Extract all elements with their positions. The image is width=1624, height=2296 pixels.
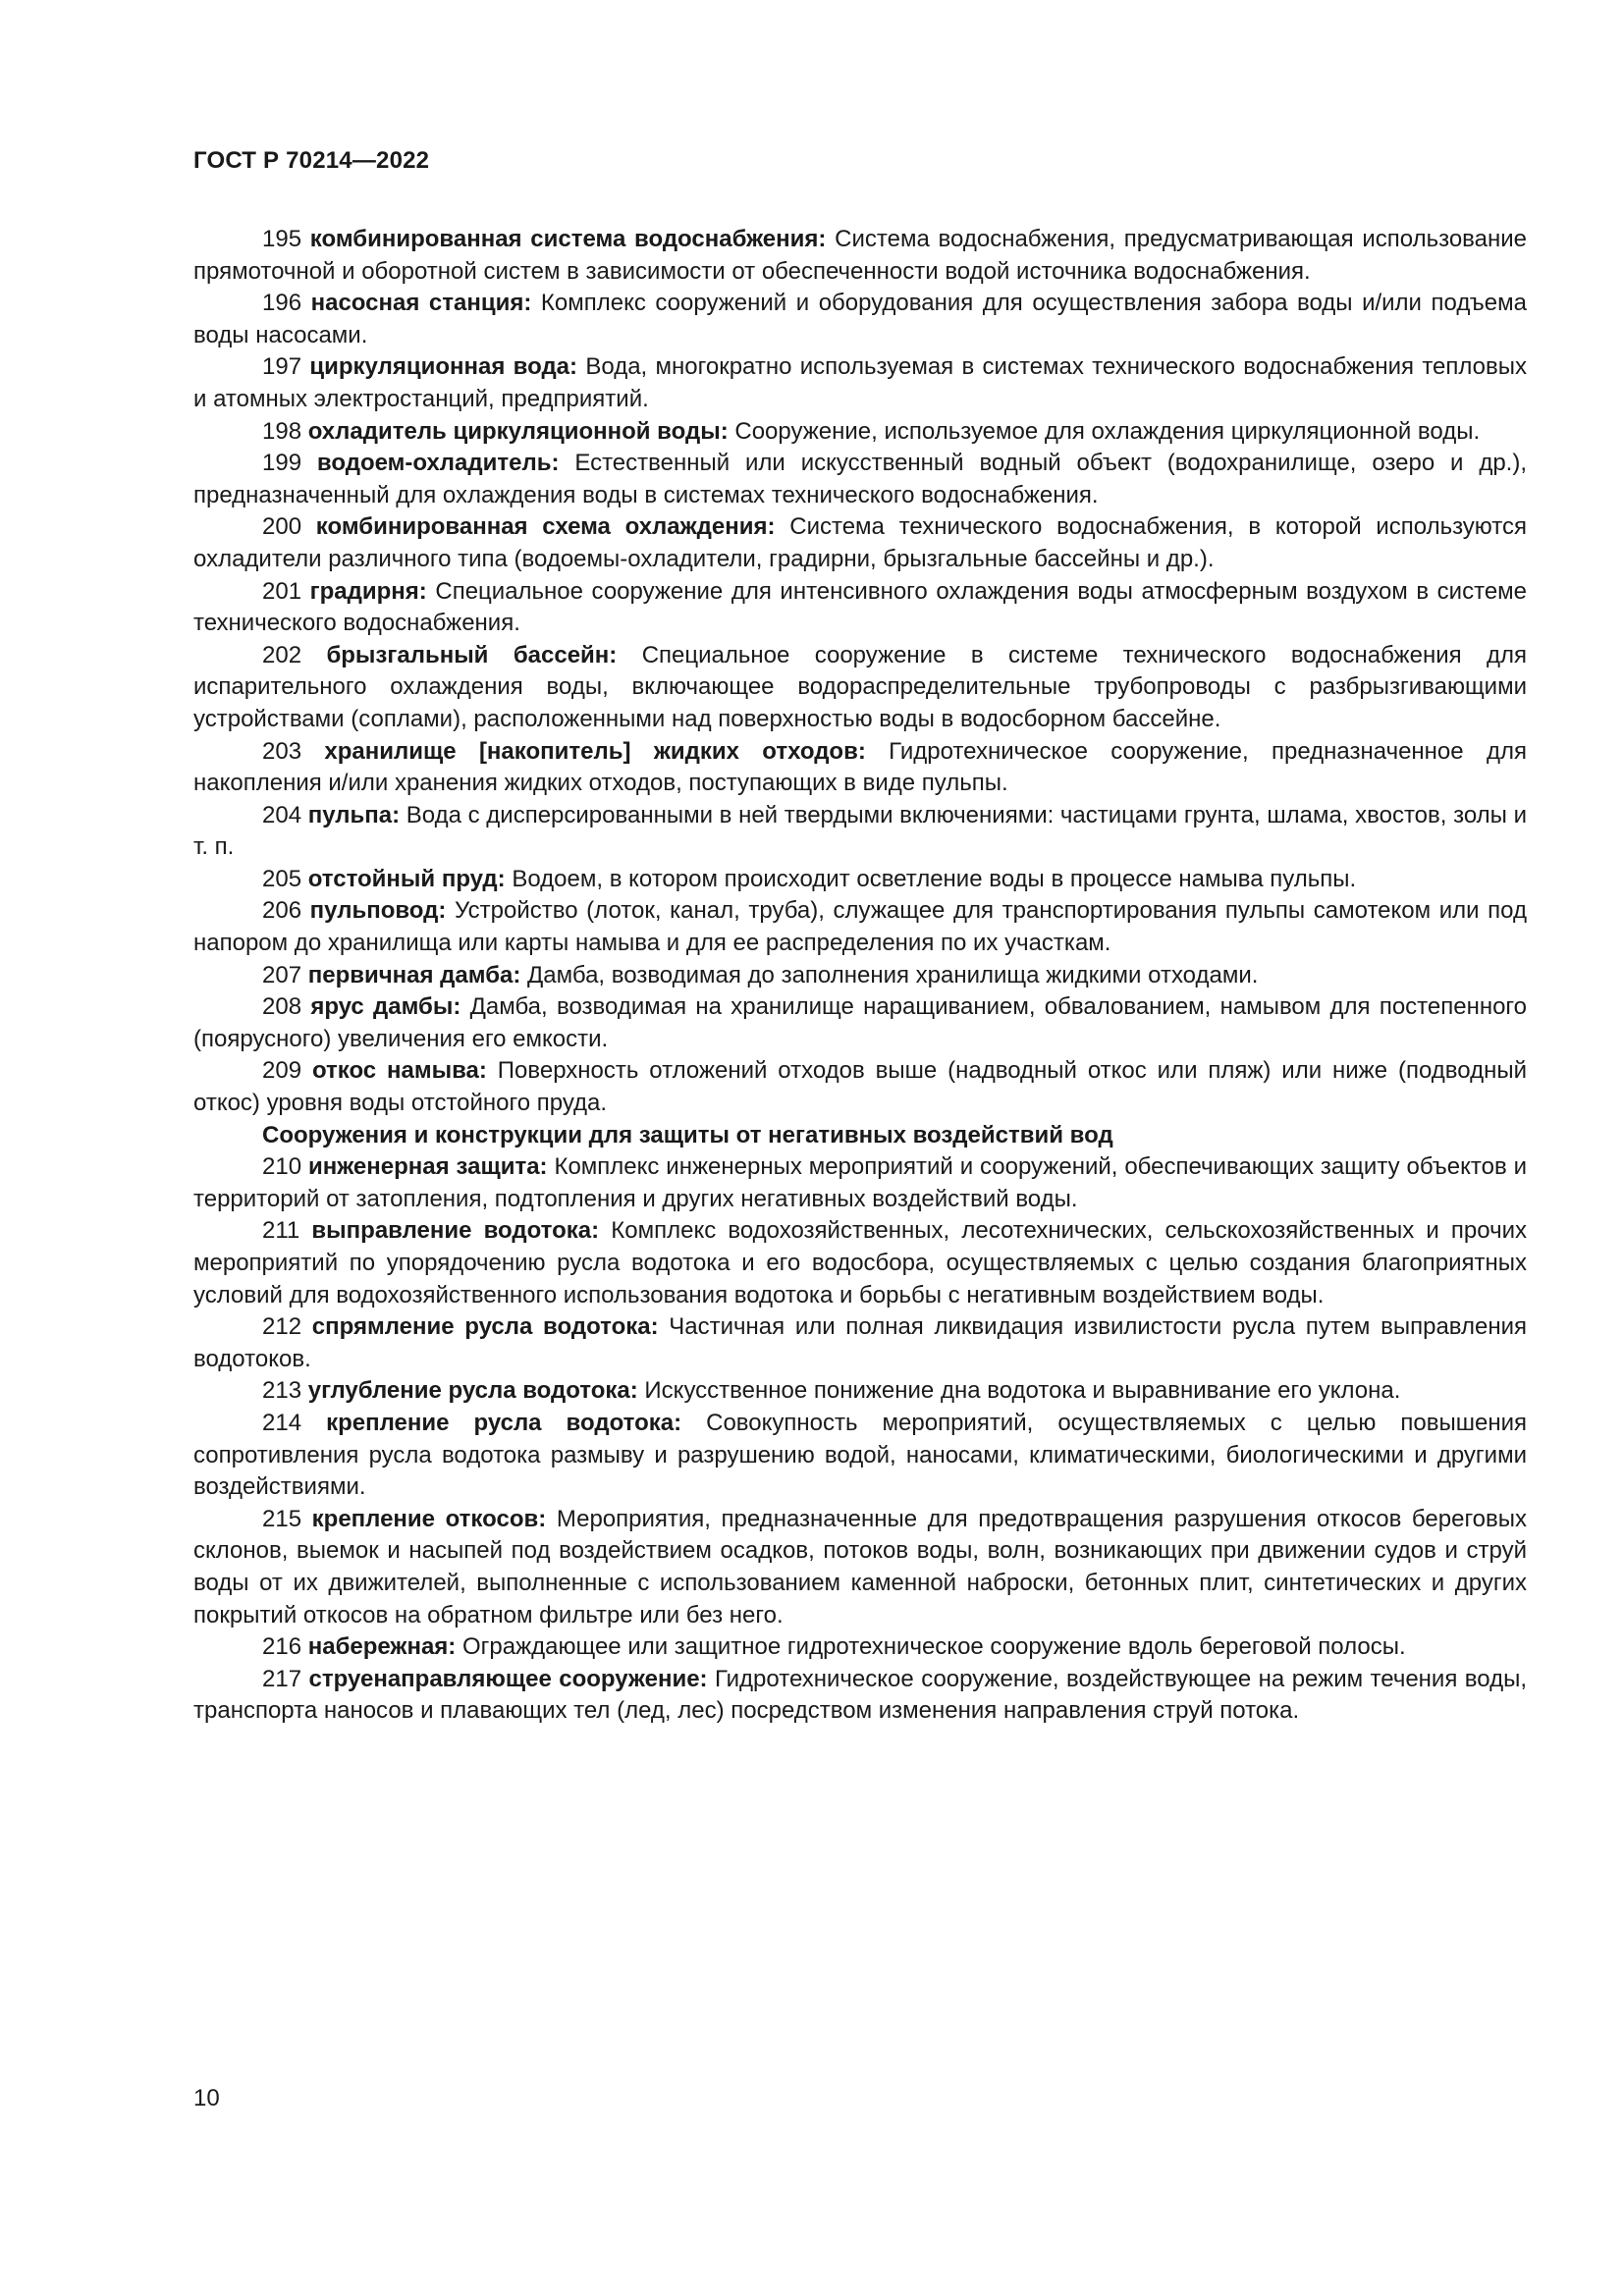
term-number: 203 [262, 737, 302, 765]
term-definition: Комплекс сооружений и оборудования для осуществления забора воды и/или подъема воды насосами. [193, 290, 1528, 348]
term-definition: Вода с дисперсированными в ней твердыми включениями: частицами грунта, шлама, хвостов, золы и т. п. [193, 801, 1527, 861]
term-name: откос намыва: [311, 1057, 487, 1085]
term-number: 212 [262, 1313, 302, 1341]
term-name: градирня: [309, 577, 427, 605]
term-name: брызгальный бассейн: [326, 641, 618, 668]
term-name: набережная: [307, 1633, 457, 1661]
term-entry-195 [193, 224, 1527, 288]
term-name: комбинированная схема охлаждения: [315, 513, 776, 541]
term-definition: Водоем, в котором происходит осветление воды в процессе намыва пульпы. [512, 865, 1357, 892]
term-number: 217 [262, 1665, 302, 1692]
term-entry-204 [193, 800, 1527, 864]
term-name: насосная станция: [310, 290, 532, 317]
page-number: 10 [193, 2085, 220, 2111]
term-number: 211 [262, 1217, 300, 1245]
term-definition: Вода, многократно используемая в системах технического водоснабжения тепловых и атомных электростанций, предприятий. [193, 353, 1528, 412]
term-definition: Система технического водоснабжения, в которой используются охладители различного типа (водоемы-охладители, градирни, брызгальные бассейны и др.). [193, 513, 1527, 572]
term-number: 205 [262, 865, 302, 892]
term-number: 214 [262, 1409, 302, 1436]
term-name: ярус дамбы: [310, 993, 461, 1021]
term-name: циркуляционная вода: [309, 353, 578, 381]
term-entry-208 [193, 991, 1527, 1055]
term-number: 215 [262, 1505, 302, 1532]
term-definition: Устройство (лоток, канал, труба), служащее для транспортирования пульпы самотеком или под напором до хранилища или карты намыва и для ее распределения по их участкам. [193, 897, 1528, 957]
term-entry-217 [193, 1664, 1527, 1728]
document-body [193, 224, 1527, 1728]
term-name: выправление водотока: [311, 1217, 600, 1245]
term-entry-210 [193, 1151, 1527, 1215]
term-name: комбинированная система водоснабжения: [309, 226, 827, 252]
term-definition: Дамба, возводимая на хранилище наращиванием, обвалованием, намывом для постепенного (поярусного) увеличения его емкости. [193, 993, 1528, 1052]
term-definition: Естественный или искусственный водный объект (водохранилище, озеро и др.), предназначенный для охлаждения воды в системах технического водоснабжения. [193, 450, 1527, 508]
term-definition: Ограждающее или защитное гидротехническое сооружение вдоль береговой полосы. [461, 1633, 1406, 1661]
term-number: 213 [262, 1377, 302, 1405]
term-number: 204 [262, 801, 302, 828]
term-entry-201 [193, 576, 1527, 640]
term-list-part2 [193, 1151, 1527, 1728]
term-definition: Искусственное понижение дна водотока и выравнивание его уклона. [644, 1377, 1401, 1405]
term-number: 208 [262, 993, 302, 1021]
term-number: 199 [262, 450, 302, 477]
term-name: струенаправляющее сооружение: [308, 1665, 708, 1692]
term-number: 201 [262, 577, 302, 605]
term-definition: Гидротехническое сооружение, воздействующее на режим течения воды, транспорта наносов и плавающих тел (лед, лес) посредством изменения направления струй потока. [193, 1665, 1527, 1725]
document-header: ГОСТ Р 70214—2022 [193, 147, 430, 174]
term-number: 197 [262, 353, 302, 381]
term-entry-209 [193, 1055, 1527, 1119]
term-name: спрямление русла водотока: [311, 1313, 659, 1341]
term-name: водоем-охладитель: [316, 450, 560, 477]
term-definition: Совокупность мероприятий, осуществляемых с целью повышения сопротивления русла водотока размыву и разрушению водой, наносами, климатическими, биологическими и другими воздействиями. [193, 1409, 1527, 1501]
term-definition: Дамба, возводимая до заполнения хранилища жидкими отходами. [527, 961, 1259, 988]
term-definition: Сооружение, используемое для охлаждения циркуляционной воды. [734, 417, 1481, 445]
term-name: охладитель циркуляционной воды: [307, 417, 729, 445]
term-entry-197 [193, 351, 1527, 415]
term-number: 216 [262, 1633, 302, 1661]
term-name: пульпа: [307, 801, 401, 828]
term-entry-199 [193, 448, 1527, 511]
term-definition: Частичная или полная ликвидация извилистости русла путем выправления водотоков. [193, 1313, 1528, 1372]
section-heading: Сооружения и конструкции для защиты от негативных воздействий вод [262, 1121, 1113, 1148]
term-name: пульповод: [309, 897, 447, 925]
term-list-part1 [193, 224, 1527, 1120]
term-number: 202 [262, 641, 302, 668]
term-name: углубление русла водотока: [307, 1377, 638, 1405]
term-definition: Мероприятия, предназначенные для предотвращения разрушения откосов береговых склонов, выемок и насыпей под воздействием осадков, потоков воды, волн, возникающих при движении судов и струй воды от их движителей, выполненные с использованием каменной наброски, бетонных плит, синтетических и других покрытий откосов на обратном фильтре или без него. [193, 1505, 1528, 1629]
term-entry-207 [193, 960, 1527, 992]
term-name: инженерная защита: [307, 1153, 548, 1181]
term-entry-206 [193, 895, 1527, 959]
term-number: 210 [262, 1153, 302, 1181]
term-entry-211 [193, 1215, 1527, 1311]
term-definition: Комплекс инженерных мероприятий и сооружений, обеспечивающих защиту объектов и территорий от затопления, подтопления и других негативных воздействий воды. [193, 1153, 1528, 1212]
term-name: хранилище [накопитель] жидких отходов: [324, 737, 866, 765]
term-definition: Система водоснабжения, предусматривающая использование прямоточной и оборотной систем в зависимости от обеспеченности водой источника водоснабжения. [193, 226, 1528, 285]
term-entry-215 [193, 1504, 1527, 1631]
term-definition: Комплекс водохозяйственных, лесотехнических, сельскохозяйственных и прочих мероприятий по упорядочению русла водотока и его водосбора, осуществляемых с целью создания благоприятных условий для водохозяйственного использования водотока и борьбы с негативным воздействием воды. [193, 1217, 1527, 1308]
term-entry-205 [193, 864, 1527, 896]
term-name: крепление откосов: [311, 1505, 547, 1532]
term-entry-214 [193, 1408, 1527, 1504]
term-number: 198 [262, 417, 302, 445]
term-entry-200 [193, 511, 1527, 575]
term-name: первичная дамба: [307, 961, 521, 988]
term-definition: Специальное сооружение в системе технического водоснабжения для испарительного охлаждения воды, включающее водораспределительные трубопроводы с разбрызгивающими устройствами (соплами), расположенными над поверхностью воды в водосборном бассейне. [193, 641, 1527, 732]
term-entry-202 [193, 640, 1527, 736]
term-number: 196 [262, 290, 302, 317]
term-definition: Гидротехническое сооружение, предназначенное для накопления и/или хранения жидких отходов, поступающих в виде пульпы. [193, 737, 1527, 797]
term-entry-196 [193, 288, 1527, 351]
term-entry-212 [193, 1311, 1527, 1375]
term-name: крепление русла водотока: [326, 1409, 682, 1436]
term-entry-198 [193, 416, 1527, 449]
term-entry-213 [193, 1375, 1527, 1408]
term-number: 195 [262, 226, 302, 252]
term-entry-216 [193, 1631, 1527, 1664]
term-entry-203 [193, 736, 1527, 800]
term-number: 200 [262, 513, 302, 541]
term-name: отстойный пруд: [307, 865, 506, 892]
term-number: 207 [262, 961, 302, 988]
term-definition: Поверхность отложений отходов выше (надводный откос или пляж) или ниже (подводный откос) уровня воды отстойного пруда. [193, 1057, 1527, 1117]
term-number: 206 [262, 897, 302, 925]
term-number: 209 [262, 1057, 302, 1085]
term-definition: Специальное сооружение для интенсивного охлаждения воды атмосферным воздухом в системе технического водоснабжения. [193, 577, 1528, 637]
